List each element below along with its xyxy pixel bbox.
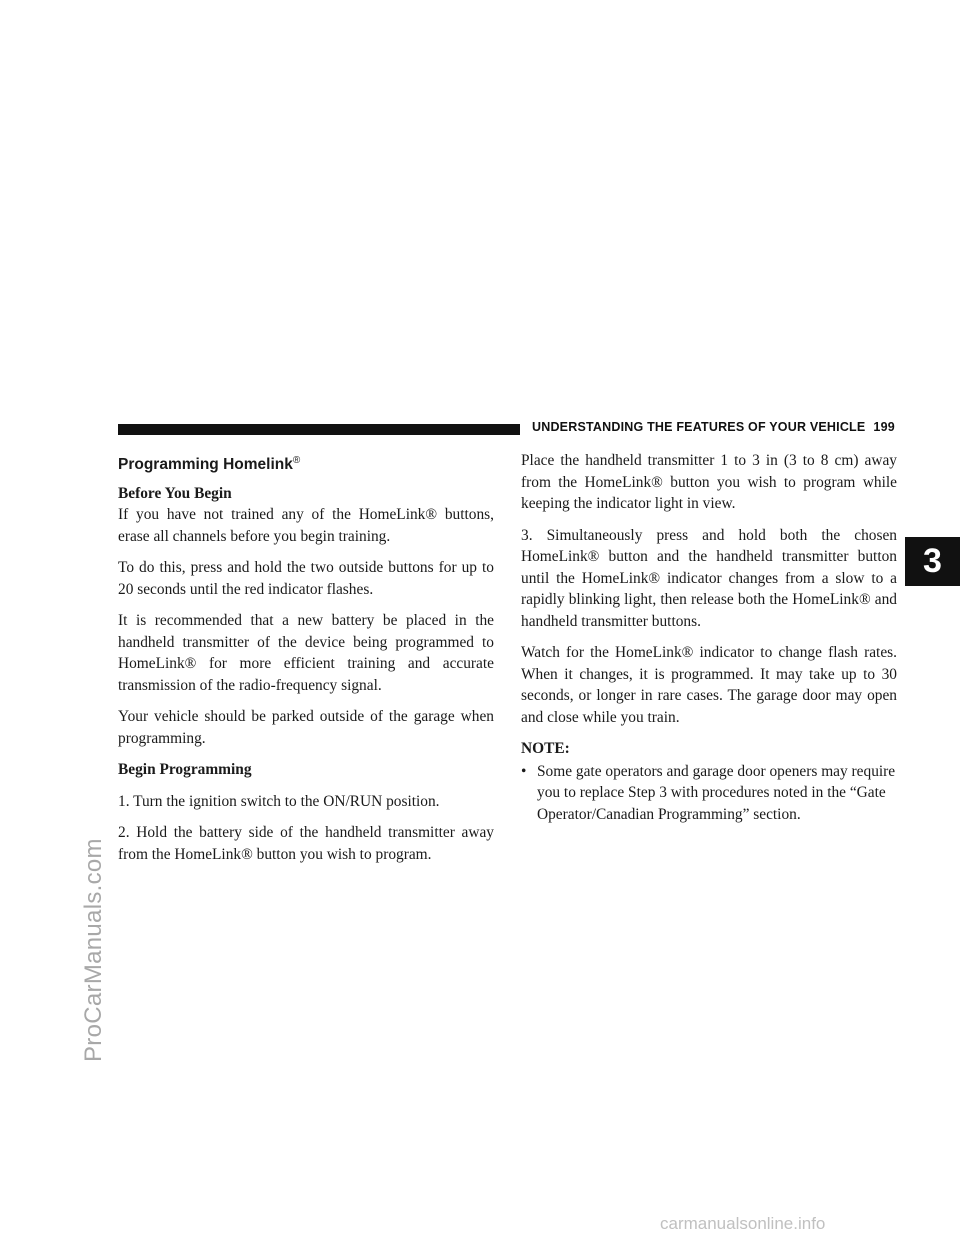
begin-programming-heading: Begin Programming bbox=[118, 761, 252, 779]
bullet-dot: • bbox=[521, 762, 527, 780]
chapter-tab: 3 bbox=[905, 537, 960, 586]
note-bullet-item bbox=[521, 761, 897, 826]
paragraph-watch-indicator: Watch for the HomeLink® indicator to change flash rates. When it changes, it is programmed. It may take up to 30 seconds, or longer in rare cases. The garage door may open and close while you train. bbox=[521, 644, 897, 726]
before-you-begin-heading: Before You Begin bbox=[118, 484, 232, 502]
step-3: 3. Simultaneously press and hold both the chosen HomeLink® button and the handheld transmitter button until the HomeLink® indicator changes from a slow to a rapidly blinking light, then release both the HomeLink® and handheld transmitter buttons. bbox=[521, 526, 897, 630]
right-column bbox=[521, 450, 897, 825]
registered-mark: ® bbox=[292, 455, 301, 466]
step-1: 1. Turn the ignition switch to the ON/RUN position. bbox=[118, 792, 440, 810]
note-label: NOTE: bbox=[521, 740, 570, 757]
section-title: Programming Homelink® bbox=[118, 455, 301, 474]
bottom-watermark: carmanualsonline.info bbox=[660, 1214, 826, 1233]
note-bullet-text: Some gate operators and garage door openers may require you to replace Step 3 with procedures noted in the “Gate Operator/Canadian Programming” section. bbox=[537, 762, 896, 823]
page-number: 199 bbox=[873, 420, 895, 434]
paragraph-press-hold: To do this, press and hold the two outside buttons for up to 20 seconds until the red indicator flashes. bbox=[118, 559, 494, 598]
running-header bbox=[532, 420, 895, 434]
side-watermark: ProCarManuals.com bbox=[80, 838, 107, 1062]
left-column bbox=[118, 450, 494, 875]
header-rule bbox=[118, 424, 520, 435]
step-2: 2. Hold the battery side of the handheld transmitter away from the HomeLink® button you wish to program. bbox=[118, 824, 494, 863]
paragraph-new-battery: It is recommended that a new battery be placed in the handheld transmitter of the device being programmed to HomeLink® for more efficient training and accurate transmission of the radio-frequency signal. bbox=[118, 612, 494, 694]
paragraph-place-transmitter: Place the handheld transmitter 1 to 3 in (3 to 8 cm) away from the HomeLink® button you wish to program while keeping the indicator light in view. bbox=[521, 452, 897, 512]
header-section-title: UNDERSTANDING THE FEATURES OF YOUR VEHICLE bbox=[532, 420, 866, 434]
paragraph-erase-channels: If you have not trained any of the HomeLink® buttons, erase all channels before you begin training. bbox=[118, 506, 494, 545]
paragraph-park-outside: Your vehicle should be parked outside of the garage when programming. bbox=[118, 708, 494, 747]
